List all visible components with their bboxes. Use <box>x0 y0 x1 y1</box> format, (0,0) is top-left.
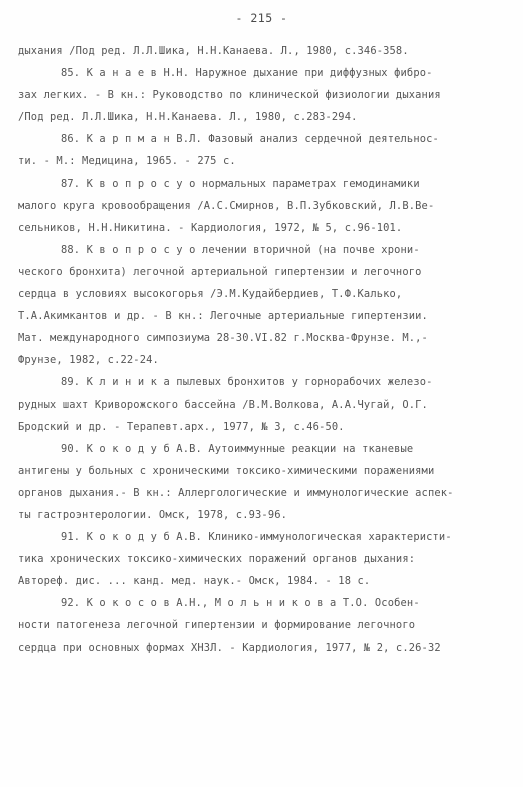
text-line: /Под ред. Л.Л.Шика, Н.Н.Канаева. Л., 1980, с.283-294. <box>18 111 358 124</box>
page-number: - 215 - <box>235 11 288 25</box>
text-line: ты гастроэнтерологии. Омск, 1978, с.93-96. <box>18 508 288 521</box>
reference-91-line: 91. К о к о д у б А.В. Клинико-иммунологическая характеристи- <box>61 531 452 544</box>
reference-89-line: 89. К л и н и к а пылевых бронхитов у горнорабочих железо- <box>61 376 433 389</box>
reference-88-line: 88. К в о п р о с у о лечении вторичной (на почве хрони- <box>61 243 420 256</box>
text-line: рудных шахт Криворожского бассейна /В.М.Волкова, А.А.Чугай, О.Г. <box>18 398 428 411</box>
text-line: тика хронических токсико-химических поражений органов дыхания: <box>18 553 416 566</box>
text-line: Фрунзе, 1982, с.22-24. <box>18 354 159 367</box>
text-line: сердца при основных формах ХНЗЛ. - Кардиология, 1977, № 2, с.26-32 <box>18 641 441 654</box>
text-line: дыхания /Под ред. Л.Л.Шика, Н.Н.Канаева. Л., 1980, с.346-358. <box>18 45 409 57</box>
text-line: сердца в условиях высокогорья /Э.М.Кудайбердиев, Т.Ф.Калько, <box>18 288 403 301</box>
reference-90-line: 90. К о к о д у б А.В. Аутоиммунные реакции на тканевые <box>61 442 414 455</box>
reference-86-line: 86. К а р п м а н В.Л. Фазовый анализ сердечной деятельнос- <box>61 133 439 146</box>
text-line: Автореф. дис. ... канд. мед. наук.- Омск, 1984. - 18 с. <box>18 575 371 588</box>
reference-87-line: 87. К в о п р о с у о нормальных параметрах гемодинамики <box>61 177 420 190</box>
reference-92-line: 92. К о к о с о в А.Н., М о л ь н и к о в а Т.О. Особен- <box>61 597 420 610</box>
text-line: ти. - М.: Медицина, 1965. - 275 с. <box>18 155 236 168</box>
text-line: зах легких. - В кн.: Руководство по клинической физиологии дыхания <box>18 89 441 102</box>
text-line: антигены у больных с хроническими токсико-химическими поражениями <box>18 464 435 477</box>
text-line: ности патогенеза легочной гипертензии и формирование легочного <box>18 619 416 632</box>
text-line: ческого бронхита) легочной артериальной гипертензии и легочного <box>18 265 422 278</box>
text-line: органов дыхания.- В кн.: Аллергологические и иммунологические аспек- <box>18 486 454 499</box>
text-line: сельников, Н.Н.Никитина. - Кардиология, 1972, № 5, с.96-101. <box>18 221 403 234</box>
reference-85-line: 85. К а н а е в Н.Н. Наружное дыхание при диффузных фибро- <box>61 67 433 80</box>
text-line: малого круга кровообращения /А.С.Смирнов, В.П.Зубковский, Л.В.Ве- <box>18 199 435 212</box>
text-line: Бродский и др. - Терапевт.арх., 1977, № 3, с.46-50. <box>18 420 345 433</box>
reference-list <box>18 40 512 659</box>
text-line: Т.А.Акимкантов и др. - В кн.: Легочные артериальные гипертензии. <box>18 310 428 323</box>
text-line: Мат. международного симпозиума 28-30.VI.82 г.Москва-Фрунзе. М.,- <box>18 332 428 345</box>
